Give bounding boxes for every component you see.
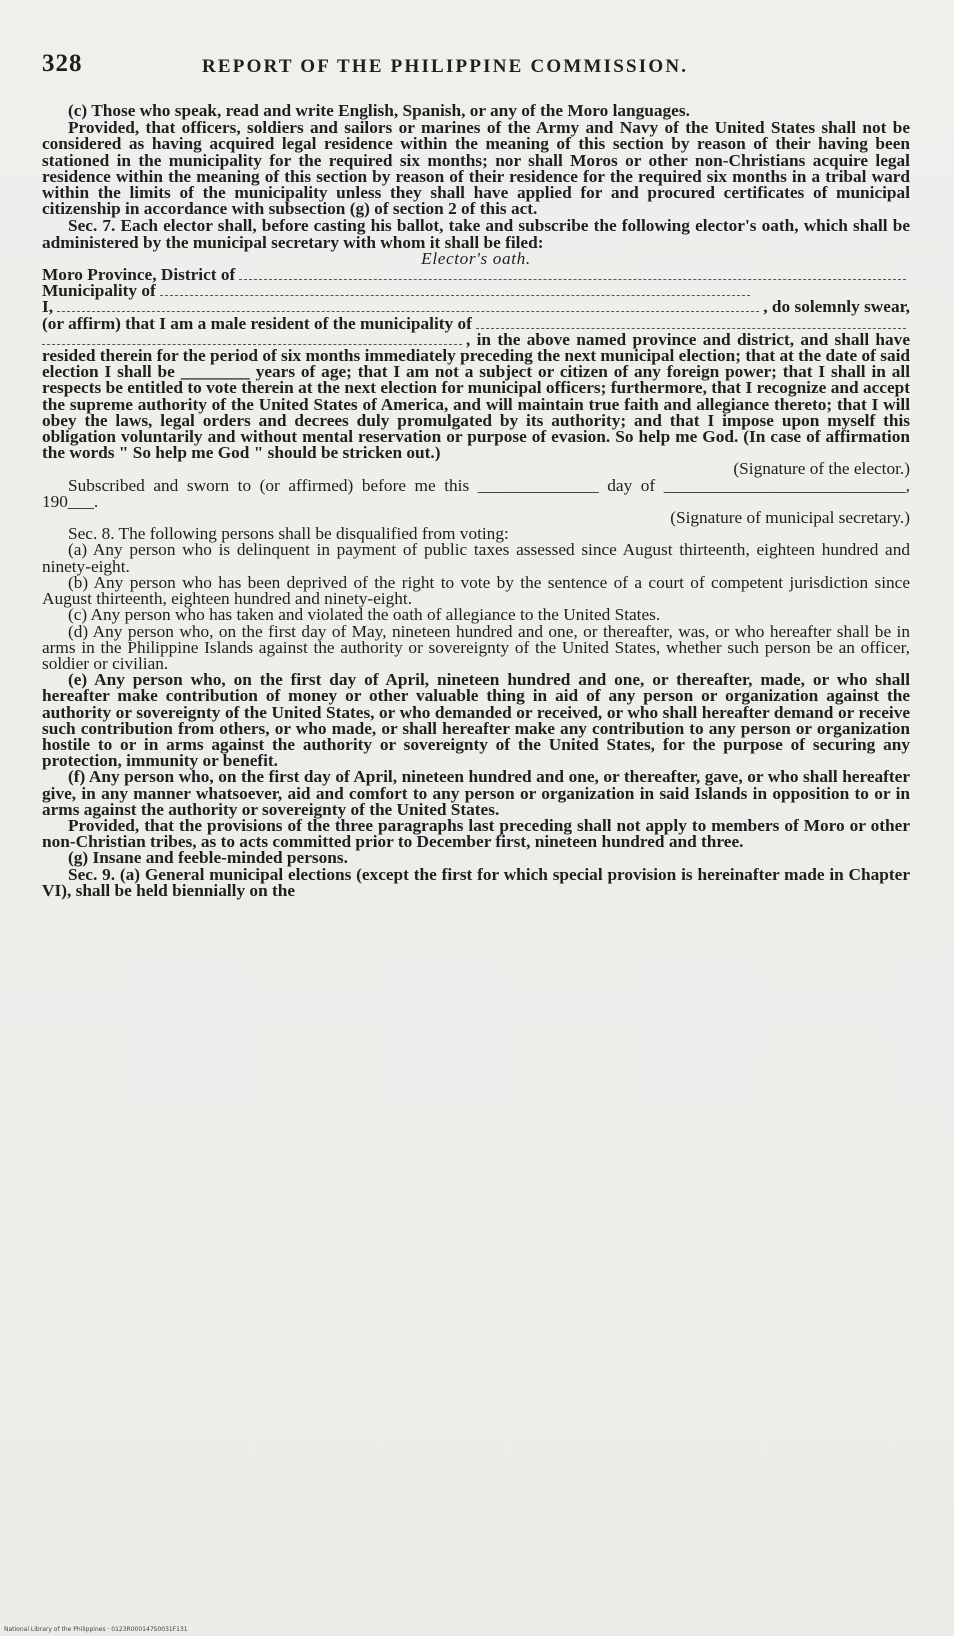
- oath-body-text: , in the above named province and district, and shall have resided therein for the period of six months immediately preceding the next municipal election; that at the date of said election I shall be ________ years of age; that I am not a subject or citizen of any foreign power; that I shall in all respects be entitled to vote therein at the next election for municipal officers; furthermore, that I recognize and accept the supreme authority of the United States of America, and will maintain true faith and allegiance thereto; that I will obey the laws, legal orders and decrees duly promulgated by its authority; and that I impose upon myself this obligation voluntarily and without mental reservation or purpose of evasion. So help me God. (In case of affirmation the words " So help me God " should be stricken out.): [42, 329, 911, 463]
- subscribed-line: Subscribed and sworn to (or affirmed) before me this ______________ day of ____________________________, 190___.: [42, 475, 910, 511]
- form-i-label: I,: [42, 297, 54, 317]
- signature-secretary: (Signature of municipal secretary.): [670, 508, 910, 528]
- signature-elector: (Signature of the elector.): [733, 459, 910, 479]
- residence-blank: [42, 334, 462, 345]
- oath-heading: Elector's oath.: [421, 248, 531, 268]
- paragraph-sec-8-d: (d) Any person who, on the first day of May, nineteen hundred and one, or thereafter, was, or who hereafter shall be in arms in the Philippine Islands against the authority or sovereignty of the United States, whether such person be an officer, soldier or civilian.: [42, 621, 910, 673]
- form-province-line: [42, 267, 910, 283]
- province-blank: [239, 269, 906, 280]
- page-header: [42, 50, 914, 86]
- paragraph-sec-8-c: (c) Any person who has taken and violated the oath of allegiance to the United States.: [68, 605, 661, 625]
- paragraph-sec-8-b: (b) Any person who has been deprived of the right to vote by the sentence of a court of competent jurisdiction since August thirteenth, eighteen hundred and ninety-eight.: [42, 572, 910, 609]
- body-text: [42, 103, 910, 899]
- form-province-label: Moro Province, District of: [42, 265, 236, 285]
- name-blank: [57, 301, 759, 312]
- form-municipality-label: Municipality of: [42, 281, 156, 301]
- paragraph-sec-8-f: (f) Any person who, on the first day of April, nineteen hundred and one, or thereafter, gave, or who shall hereafter give, in any manner whatsoever, aid and comfort to any person or organization in said Islands in opposition to or in arms against the authority or sovereignty of the United States.: [42, 767, 910, 819]
- form-affirm-label: (or affirm) that I am a male resident of the municipality of: [42, 313, 472, 333]
- paragraph-sec-8-e: (e) Any person who, on the first day of April, nineteen hundred and one, or thereafter, made, or who shall hereafter make contribution of money or other valuable thing in aid of any person or organization against the authority or sovereignty of the United States, or who demanded or received, or who shall hereafter demand or receive such contribution from others, or who made, or shall hereafter make any contribution to any person or organization hostile to or in arms against the authority or sovereignty of the United States, for the purpose of securing any protection, immunity or benefit.: [42, 670, 910, 771]
- municipality-blank: [160, 285, 750, 296]
- paragraph-c-languages: (c) Those who speak, read and write English, Spanish, or any of the Moro languages.: [68, 101, 690, 120]
- paragraph-sec-9: Sec. 9. (a) General municipal elections (except the first for which special provision is hereinafter made in Chapter VI), shall be held biennially on the: [42, 864, 910, 900]
- paragraph-sec-8-g: (g) Insane and feeble-minded persons.: [68, 848, 348, 868]
- paragraph-sec-8-a: (a) Any person who is delinquent in payment of public taxes assessed since August thirteenth, eighteen hundred and ninety-eight.: [42, 540, 910, 576]
- running-head: REPORT OF THE PHILIPPINE COMMISSION.: [202, 56, 689, 77]
- paragraph-sec-8: Sec. 8. The following persons shall be disqualified from voting:: [68, 524, 509, 544]
- scan-footer: National Library of the Philippines · 0123R000147S0031F131: [4, 1626, 188, 1633]
- paragraph-sec-7: Sec. 7. Each elector shall, before casting his ballot, take and subscribe the following elector's oath, which shall be administered by the municipal secretary with whom it shall be filed:: [42, 216, 910, 252]
- affirm-blank: [476, 318, 906, 329]
- form-swear-label: , do solemnly swear,: [763, 297, 910, 317]
- page-number: 328: [42, 50, 83, 77]
- paragraph-provided-tribes: Provided, that the provisions of the three paragraphs last preceding shall not apply to members of Moro or other non-Christian tribes, as to acts committed prior to December first, nineteen hundred and three.: [42, 815, 910, 852]
- paragraph-provided-residence: Provided, that officers, soldiers and sailors or marines of the Army and Navy of the United States shall not be considered as having acquired legal residence within the meaning of this section by reason of their having been stationed in the municipality for the required six months; nor shall Moros or other non-Christians acquire legal residence within the meaning of this section by reason of their residence for the required six months in a tribal ward within the limits of the municipality unless they shall have applied for and procured certificates of municipal citizenship in accordance with subsection (g) of section 2 of this act.: [42, 118, 910, 219]
- oath-body: [42, 329, 911, 463]
